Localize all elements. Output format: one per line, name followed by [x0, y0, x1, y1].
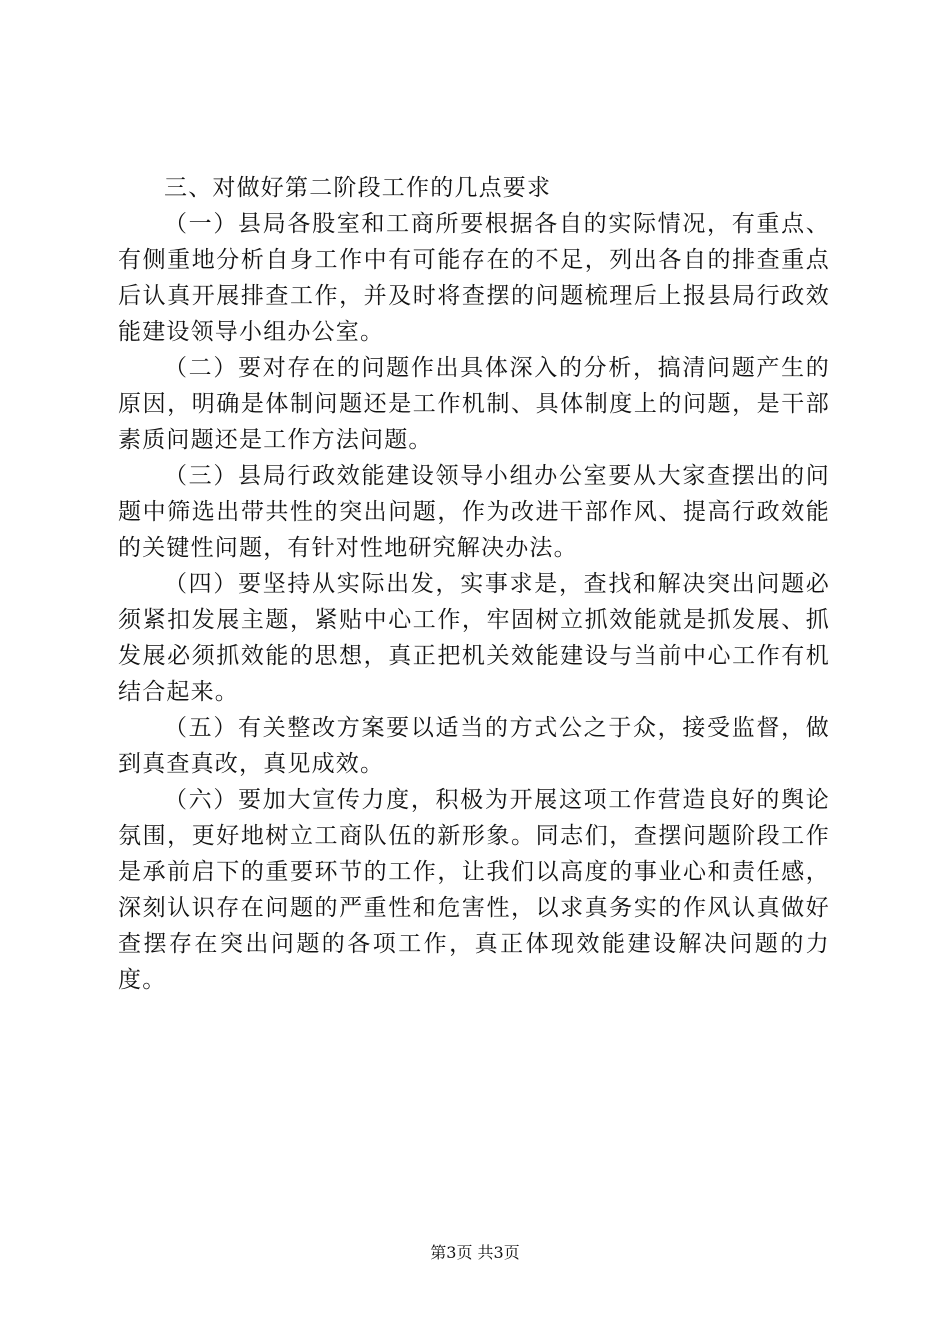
paragraph-2: （二）要对存在的问题作出具体深入的分析，搞清问题产生的原因，明确是体制问题还是工作机制、具体制度上的问题，是干部素质问题还是工作方法问题。 [118, 355, 830, 453]
paragraph-1: （一）县局各股室和工商所要根据各自的实际情况，有重点、有侧重地分析自身工作中有可能存在的不足，列出各自的排查重点后认真开展排查工作，并及时将查摆的问题梳理后上报县局行政效能建设领导小组办公室。 [118, 211, 830, 345]
paragraph-3: （三）县局行政效能建设领导小组办公室要从大家查摆出的问题中筛选出带共性的突出问题，作为改进干部作风、提高行政效能的关键性问题，有针对性地研究解决办法。 [118, 463, 830, 561]
document-body [118, 170, 830, 998]
page-footer: 第3页 共3页 [430, 1243, 520, 1262]
section-heading: 三、对做好第二阶段工作的几点要求 [164, 175, 552, 201]
paragraph-5: （五）有关整改方案要以适当的方式公之于众，接受监督，做到真查真改，真见成效。 [118, 715, 830, 777]
paragraph-6: （六）要加大宣传力度，积极为开展这项工作营造良好的舆论氛围，更好地树立工商队伍的新形象。同志们，查摆问题阶段工作是承前启下的重要环节的工作，让我们以高度的事业心和责任感，深刻认识存在问题的严重性和危害性，以求真务实的作风认真做好查摆存在突出问题的各项工作，真正体现效能建设解决问题的力度。 [118, 787, 830, 993]
paragraph-4: （四）要坚持从实际出发，实事求是，查找和解决突出问题必须紧扣发展主题，紧贴中心工作，牢固树立抓效能就是抓发展、抓发展必须抓效能的思想，真正把机关效能建设与当前中心工作有机结合起来。 [118, 571, 830, 705]
